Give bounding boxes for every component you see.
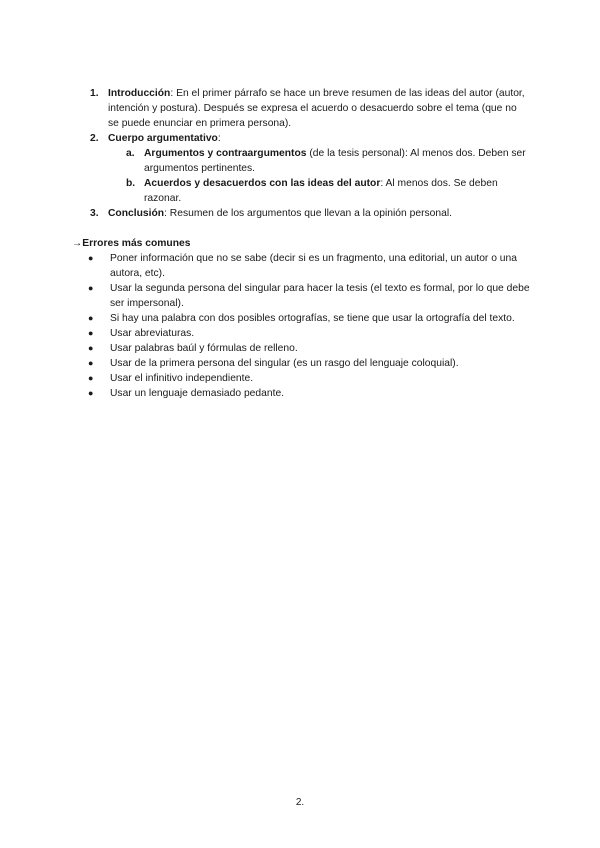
bullet-icon: ● [88,373,94,383]
list-item-cuerpo [90,131,530,146]
bullet-icon: ● [88,313,94,323]
list-item [72,251,532,281]
subitem-text: : Al menos dos. Se deben razonar. [144,178,498,204]
list-number: 1. [90,88,99,99]
page-number: 2. [295,797,305,808]
structure-list [90,86,530,221]
bullet-text: Usar de la primera persona del singular (es un rasgo del lenguaje coloquial). [110,358,459,369]
list-item [72,386,532,401]
errors-heading: →Errores más comunes [72,238,191,249]
errors-section [72,236,532,401]
list-number: 3. [90,208,99,219]
item-text: : [217,133,221,144]
bullet-text: Usar un lenguaje demasiado pedante. [110,388,285,399]
bullet-icon: ● [88,283,94,293]
list-item [72,281,532,311]
bullet-icon: ● [88,358,94,368]
list-item [72,311,532,326]
bullet-icon: ● [88,253,94,263]
list-item [72,341,532,356]
bullet-icon: ● [88,328,94,338]
item-heading: Introducción [108,88,171,99]
list-item [72,371,532,386]
bullet-text: Usar palabras baúl y fórmulas de relleno. [110,343,298,354]
item-text: : En el primer párrafo se hace un breve resumen de las ideas del autor (autor, intención y postura). Después se expresa el acuerdo o desacuerdo sobre el tema (que no se puede enunciar en primera persona). [108,88,525,129]
bullet-text: Si hay una palabra con dos posibles ortografías, se tiene que usar la ortografía del texto. [110,313,515,324]
item-text: : Resumen de los argumentos que llevan a la opinión personal. [164,208,452,219]
bullet-text: Usar la segunda persona del singular para hacer la tesis (el texto es formal, por lo que debe ser impersonal). [110,283,530,309]
sublist-letter: a. [126,148,135,159]
bullet-text: Usar el infinitivo independiente. [110,373,254,384]
subitem-text: (de la tesis personal): Al menos dos. Deben ser argumentos pertinentes. [144,148,526,174]
item-heading: Conclusión [108,208,165,219]
list-item [72,326,532,341]
sublist-letter: b. [126,178,136,189]
bullet-text: Usar abreviaturas. [110,328,195,339]
item-heading: Cuerpo argumentativo [108,133,218,144]
list-item-introduccion [90,86,530,131]
list-item-conclusion [90,206,530,221]
sublist-item-argumentos [90,146,530,176]
list-item [72,356,532,371]
bullet-text: Poner información que no se sabe (decir si es un fragmento, una editorial, un autor o una autora, etc). [110,253,517,279]
list-number: 2. [90,133,99,144]
subitem-heading: Argumentos y contraargumentos [144,148,307,159]
bullet-icon: ● [88,388,94,398]
subitem-heading: Acuerdos y desacuerdos con las ideas del autor [144,178,381,189]
bullet-icon: ● [88,343,94,353]
sublist-item-acuerdos [90,176,530,206]
